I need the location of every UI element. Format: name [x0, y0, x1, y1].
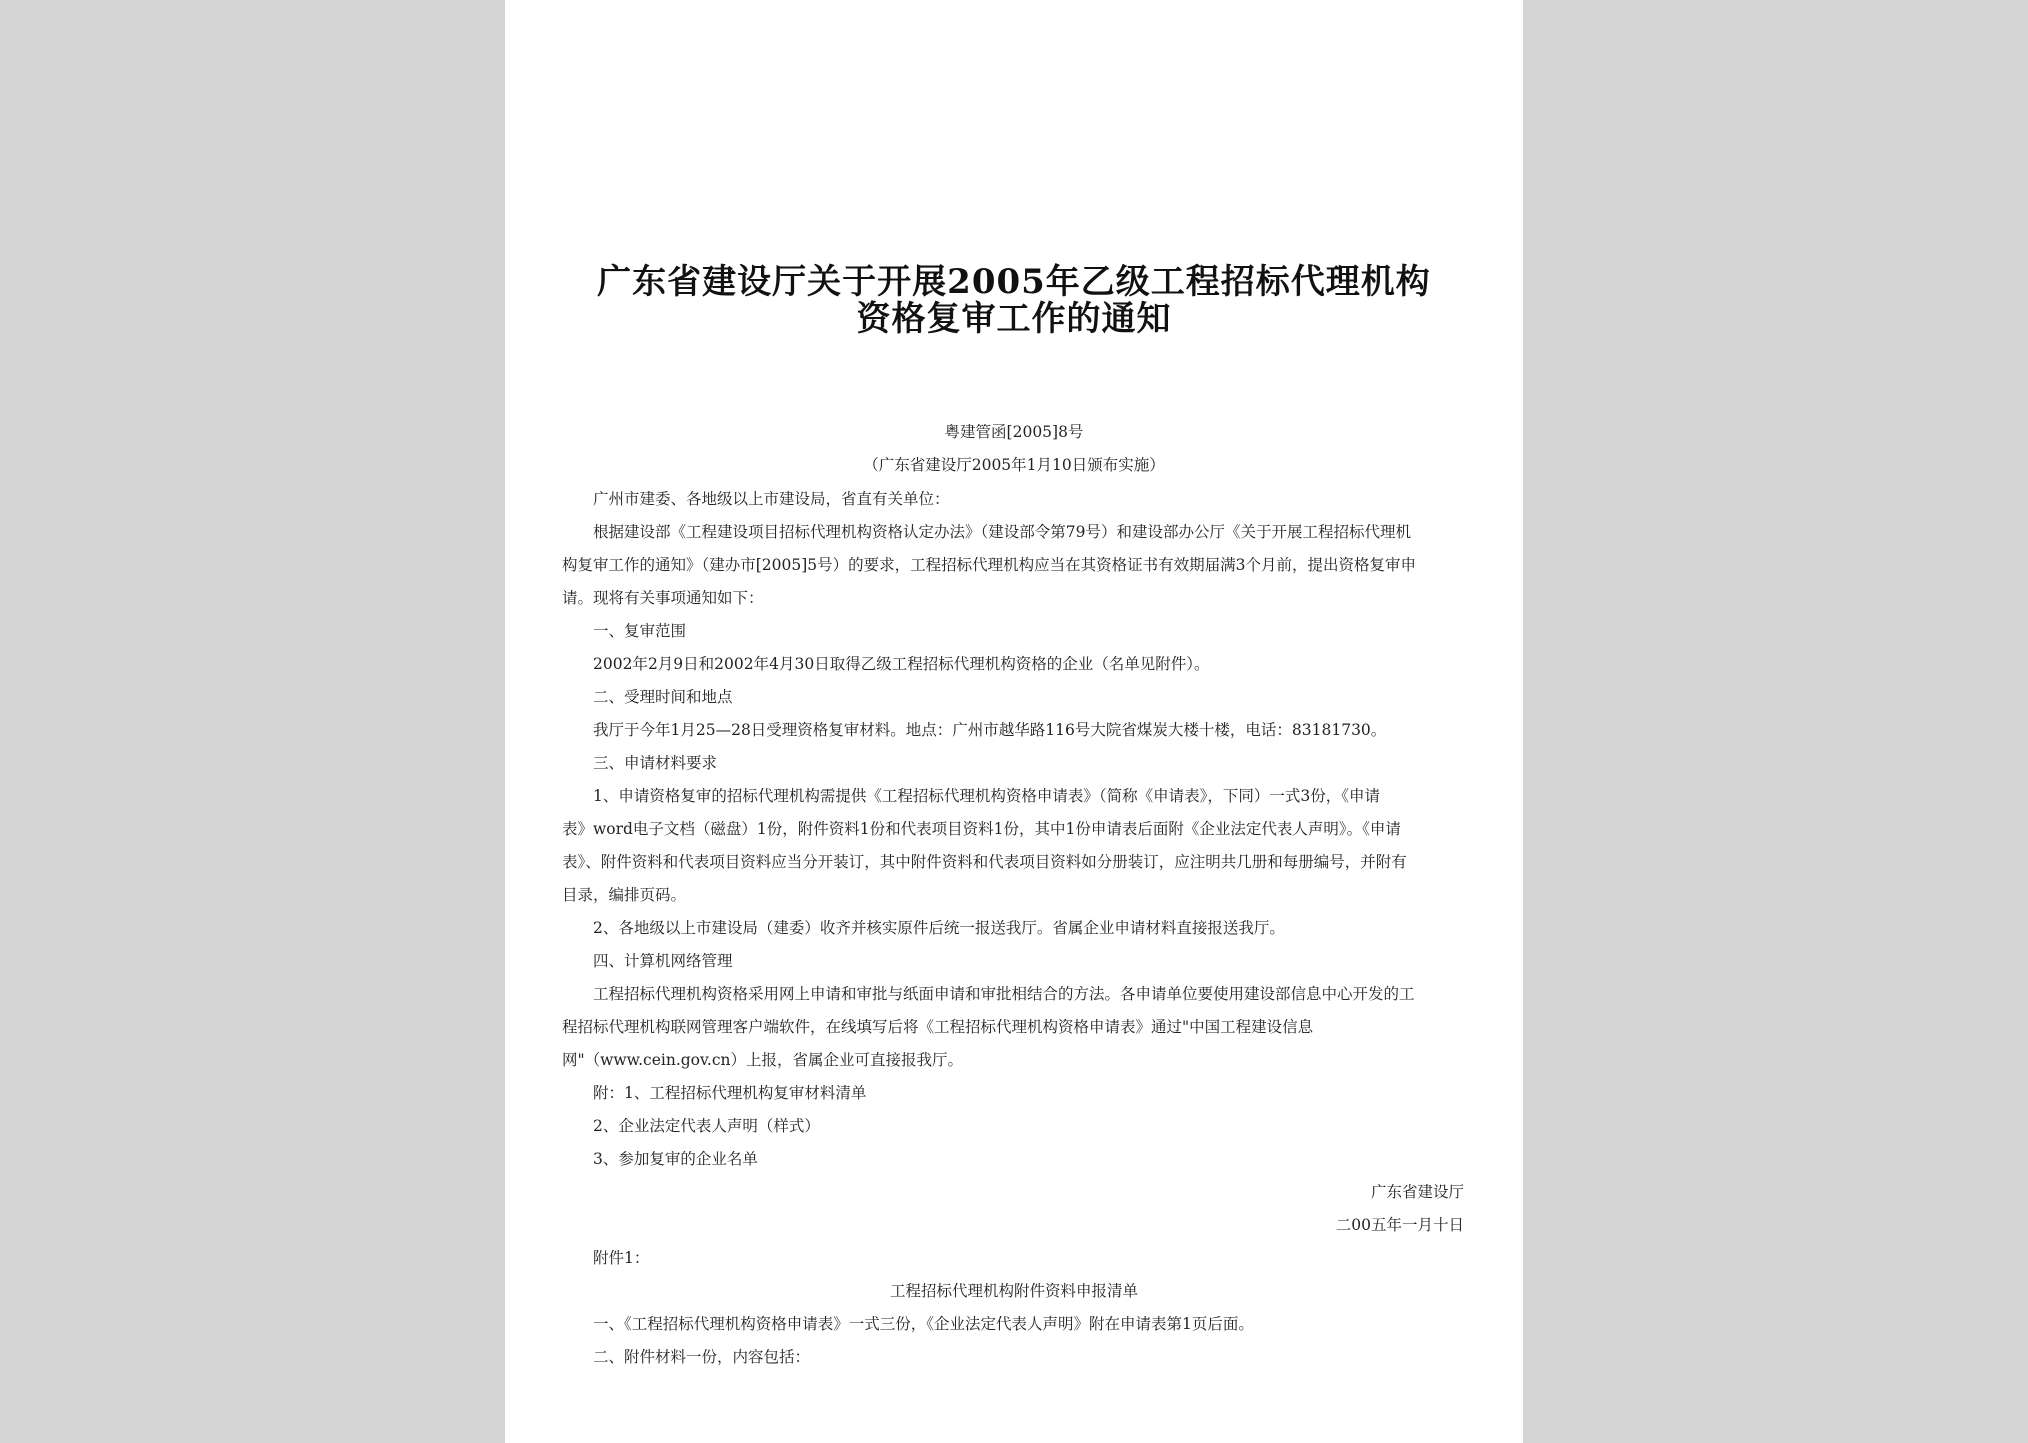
intro-line-2: 构复审工作的通知》（建办市[2005]5号）的要求，工程招标代理机构应当在其资格证书有效期届满3个月前，提出资格复审申	[562, 556, 1417, 574]
attachment-list-item-2: 2、企业法定代表人声明（样式）	[593, 1117, 820, 1135]
section-3-item-1-line-3: 表》、附件资料和代表项目资料应当分开装订，其中附件资料和代表项目资料如分册装订，应注明共几册和每册编号，并附有	[562, 853, 1407, 871]
section-4-text-line-1: 工程招标代理机构资格采用网上申请和审批与纸面申请和审批相结合的方法。各申请单位要使用建设部信息中心开发的工	[593, 985, 1415, 1003]
section-4-heading: 四、计算机网络管理	[593, 952, 733, 970]
salutation: 广州市建委、各地级以上市建设局，省直有关单位：	[593, 490, 950, 508]
attachment-1-item-2: 二、附件材料一份，内容包括：	[593, 1348, 811, 1366]
document-title-line-1: 广东省建设厅关于开展2005年乙级工程招标代理机构	[597, 262, 1431, 302]
section-1-heading: 一、复审范围	[593, 622, 687, 640]
attachment-1-label: 附件1：	[593, 1249, 650, 1267]
issue-date: 二00五年一月十日	[1335, 1216, 1464, 1234]
attachment-1-item-1: 一、《工程招标代理机构资格申请表》一式三份，《企业法定代表人声明》附在申请表第1页后面。	[593, 1315, 1254, 1333]
section-3-item-1-line-4: 目录，编排页码。	[562, 886, 687, 904]
attachment-1-title: 工程招标代理机构附件资料申报清单	[889, 1282, 1138, 1300]
section-3-item-1-line-2: 表》word电子文档（磁盘）1份，附件资料1份和代表项目资料1份，其中1份申请表后面附《企业法定代表人声明》。《申请	[562, 820, 1401, 838]
section-4-text-line-2: 程招标代理机构联网管理客户端软件，在线填写后将《工程招标代理机构资格申请表》通过"中国工程建设信息	[562, 1018, 1314, 1036]
attachment-list-item-3: 3、参加复审的企业名单	[593, 1150, 758, 1168]
document-title-line-2: 资格复审工作的通知	[856, 299, 1172, 339]
section-1-text: 2002年2月9日和2002年4月30日取得乙级工程招标代理机构资格的企业（名单见附件）。	[593, 655, 1210, 673]
attachment-list-item-1: 附：1、工程招标代理机构复审材料清单	[593, 1084, 867, 1102]
section-4-text-line-3: 网"（www.cein.gov.cn）上报，省属企业可直接报我厅。	[562, 1051, 964, 1069]
issuer-signature: 广东省建设厅	[1370, 1183, 1464, 1201]
intro-line-3: 请。现将有关事项通知如下：	[562, 589, 764, 607]
intro-line-1: 根据建设部《工程建设项目招标代理机构资格认定办法》（建设部令第79号）和建设部办公厅《关于开展工程招标代理机	[593, 523, 1411, 541]
section-2-heading: 二、受理时间和地点	[593, 688, 733, 706]
issue-note: （广东省建设厅2005年1月10日颁布实施）	[863, 456, 1165, 474]
section-3-item-2: 2、各地级以上市建设局（建委）收齐并核实原件后统一报送我厅。省属企业申请材料直接报送我厅。	[593, 919, 1285, 937]
section-2-text: 我厅于今年1月25—28日受理资格复审材料。地点：广州市越华路116号大院省煤炭大楼十楼，电话：83181730。	[593, 721, 1387, 739]
document-page	[505, 0, 1523, 1443]
section-3-item-1-line-1: 1、申请资格复审的招标代理机构需提供《工程招标代理机构资格申请表》（简称《申请表》，下同）一式3份，《申请	[593, 787, 1380, 805]
section-3-heading: 三、申请材料要求	[593, 754, 718, 772]
document-number: 粤建管函[2005]8号	[944, 423, 1084, 441]
